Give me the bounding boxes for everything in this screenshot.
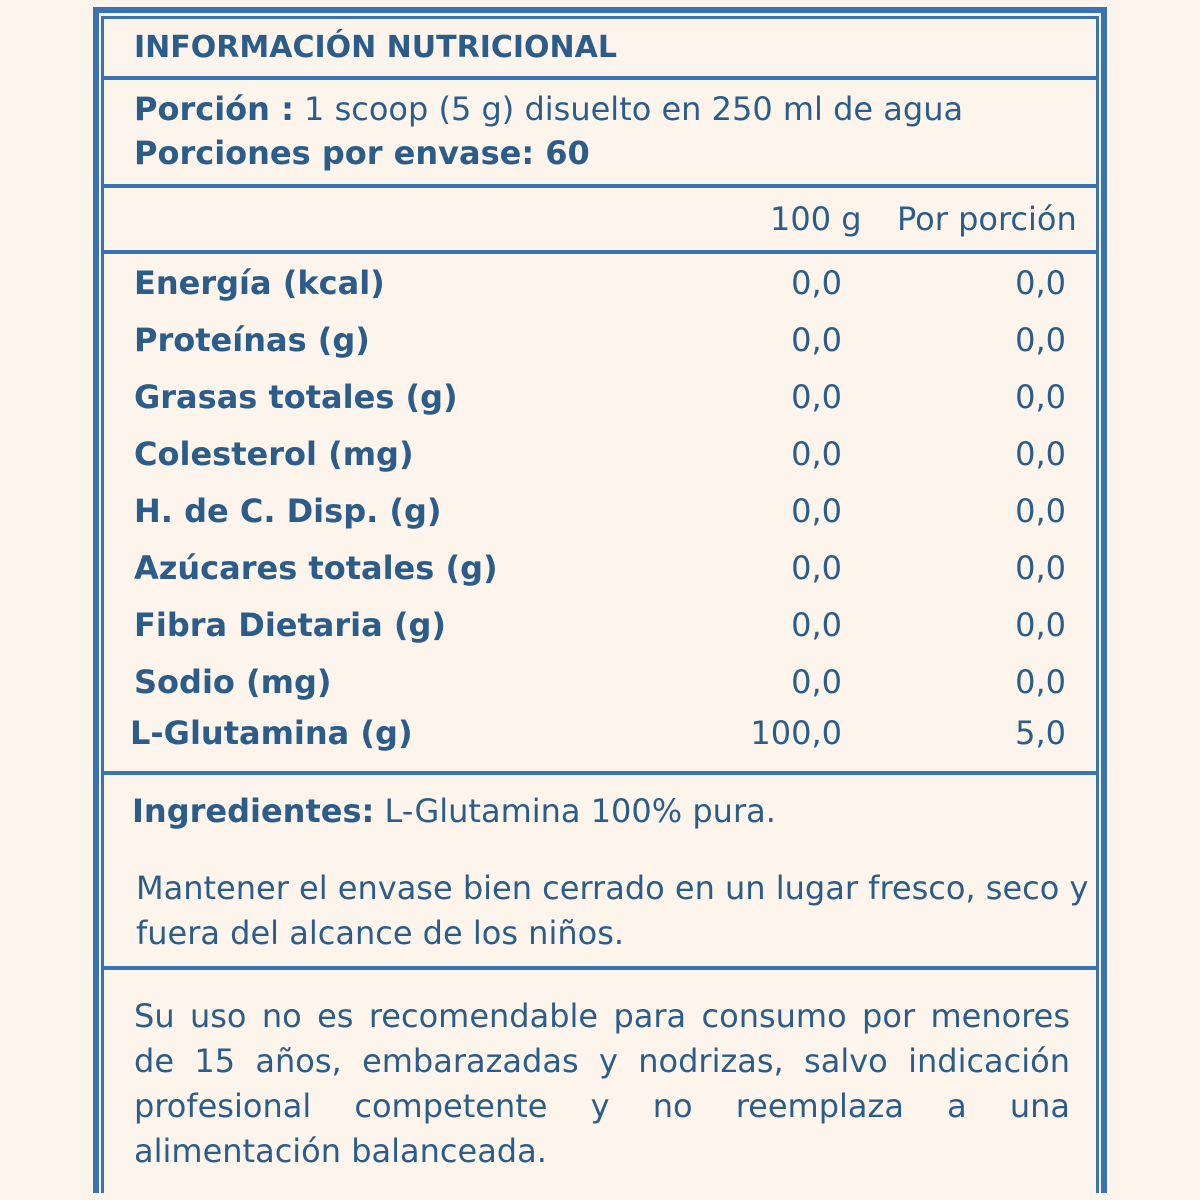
column-header-100g: 100 g — [770, 200, 862, 238]
row-label: Sodio (mg) — [134, 663, 332, 701]
divider-header — [101, 250, 1099, 254]
divider-portion — [101, 184, 1099, 188]
storage-line-2: fuera del alcance de los niños. — [136, 914, 625, 952]
row-value-portion: 0,0 — [1015, 378, 1066, 416]
ingredients-line — [132, 792, 776, 830]
storage-instructions — [136, 866, 1088, 956]
row-value-portion: 0,0 — [1015, 321, 1066, 359]
row-value-portion: 0,0 — [1015, 492, 1066, 530]
row-label: H. de C. Disp. (g) — [134, 492, 442, 530]
row-value-100g: 0,0 — [791, 321, 842, 359]
row-value-100g: 0,0 — [791, 378, 842, 416]
portion-line — [134, 90, 963, 128]
row-value-portion: 0,0 — [1015, 606, 1066, 644]
servings-value: 60 — [545, 134, 590, 172]
row-label: Energía (kcal) — [134, 264, 385, 302]
ingredients-label: Ingredientes: — [132, 792, 375, 830]
ingredients-value: L-Glutamina 100% pura. — [384, 792, 776, 830]
row-value-100g: 0,0 — [791, 663, 842, 701]
row-value-100g: 100,0 — [750, 714, 842, 752]
row-value-portion: 0,0 — [1015, 435, 1066, 473]
divider-title — [101, 76, 1099, 80]
row-label: Colesterol (mg) — [134, 435, 414, 473]
servings-line — [134, 134, 590, 172]
row-value-portion: 0,0 — [1015, 549, 1066, 587]
storage-line-1: Mantener el envase bien cerrado en un lugar fresco, seco y — [136, 869, 1089, 907]
row-value-portion: 5,0 — [1015, 714, 1066, 752]
divider-ingredients — [101, 966, 1099, 970]
page-title: INFORMACIÓN NUTRICIONAL — [134, 30, 617, 65]
row-value-100g: 0,0 — [791, 492, 842, 530]
row-label: Proteínas (g) — [134, 321, 370, 359]
row-value-100g: 0,0 — [791, 264, 842, 302]
row-label: L-Glutamina (g) — [130, 714, 413, 752]
column-header-portion: Por porción — [897, 200, 1077, 238]
portion-value: 1 scoop (5 g) disuelto en 250 ml de agua — [304, 90, 964, 128]
portion-label: Porción : — [134, 90, 294, 128]
row-value-100g: 0,0 — [791, 606, 842, 644]
row-value-portion: 0,0 — [1015, 264, 1066, 302]
servings-label: Porciones por envase: — [134, 134, 535, 172]
usage-warning: Su uso no es recomendable para consumo por menores de 15 años, embarazadas y nodrizas, salvo indicación profesional competente y no reemplaza a una alimentación balanceada. — [134, 997, 1070, 1170]
row-label: Azúcares totales (g) — [134, 549, 498, 587]
row-value-portion: 0,0 — [1015, 663, 1066, 701]
divider-table — [101, 771, 1099, 775]
row-value-100g: 0,0 — [791, 435, 842, 473]
row-value-100g: 0,0 — [791, 549, 842, 587]
row-label: Fibra Dietaria (g) — [134, 606, 447, 644]
row-label: Grasas totales (g) — [134, 378, 458, 416]
